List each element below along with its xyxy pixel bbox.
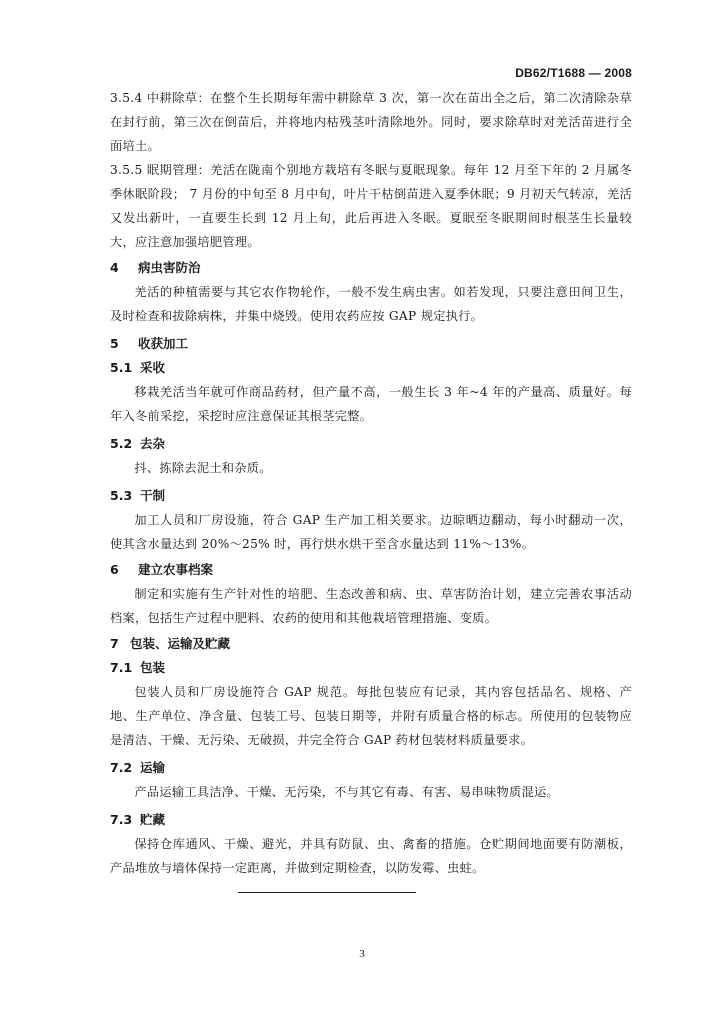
heading-number: 7	[110, 636, 119, 651]
paragraph-3-5-5: 3.5.5 眠期管理：羌活在陇南个别地方栽培有冬眠与夏眠现象。每年 12 月至下年的 2 月属冬季休眠阶段； 7 月份的中旬至 8 月中旬，叶片干枯倒苗进入夏季休眠；9 月初天气转凉，羌活又发出新叶，一直要生长到 12 月上旬，此后再进入冬眠。夏眠至冬眠期间时根茎生长量较大，应注意加强培肥管理。	[110, 163, 632, 249]
paragraph-6: 制定和实施有生产针对性的培肥、生态改善和病、虫、草害防治计划，建立完善农事活动档案，包括生产过程中肥料、农药的使用和其他栽培管理措施、变质。	[110, 587, 632, 625]
heading-5-1	[110, 356, 632, 380]
heading-title: 建立农事档案	[138, 562, 214, 577]
paragraph-7-1: 包装人员和厂房设施符合 GAP 规范。每批包装应有记录，其内容包括品名、规格、产地、生产单位、净含量、包装工号、包装日期等，并附有质量合格的标志。所使用的包装物应是清洁、干燥、无污染、无破损，并完全符合 GAP 药材包装材料质量要求。	[110, 685, 632, 747]
heading-number: 5.3	[110, 488, 133, 503]
heading-number: 5	[110, 336, 119, 351]
heading-4	[110, 256, 632, 280]
paragraph-5-3: 加工人员和厂房设施，符合 GAP 生产加工相关要求。边晾晒边翻动，每小时翻动一次，使其含水量达到 20%～25% 时，再行烘水烘干至含水量达到 11%～13%。	[110, 513, 632, 551]
paragraph-7-2: 产品运输工具洁净、干燥、无污染，不与其它有毒、有害、易串味物质混运。	[134, 785, 559, 799]
heading-title: 包装	[140, 660, 166, 675]
page-number: 3	[359, 948, 365, 960]
heading-number: 7.2	[110, 760, 133, 775]
heading-6	[110, 558, 632, 582]
heading-5-2	[110, 432, 632, 456]
heading-7	[110, 632, 632, 656]
heading-title: 包装、运输及贮藏	[130, 636, 231, 651]
heading-title: 收获加工	[138, 336, 189, 351]
paragraph-7-3: 保持仓库通风、干燥、避光，并具有防鼠、虫、禽畜的措施。仓贮期间地面要有防潮板，产品堆放与墙体保持一定距离，并做到定期检查，以防发霉、虫蛀。	[110, 837, 632, 875]
paragraph-4: 羌活的种植需要与其它农作物轮作，一般不发生病虫害。如若发现，只要注意田间卫生，及时检查和拔除病株，并集中烧毁。使用农药应按 GAP 规定执行。	[110, 285, 632, 323]
heading-number: 7.3	[110, 812, 133, 827]
heading-number: 4	[110, 260, 119, 275]
heading-title: 采收	[140, 360, 166, 375]
paragraph-5-2: 抖、拣除去泥土和杂质。	[134, 461, 272, 475]
paragraph-3-5-4: 3.5.4 中耕除草：在整个生长期每年需中耕除草 3 次，第一次在苗出全之后，第二次清除杂草在封行前，第三次在倒苗后，并将地内枯残茎叶清除地外。同时，要求除草时对羌活苗进行全面培土。	[110, 91, 632, 153]
heading-title: 病虫害防治	[138, 260, 201, 275]
heading-title: 去杂	[140, 436, 166, 451]
document-body	[110, 86, 632, 880]
heading-title: 干制	[140, 488, 166, 503]
heading-5-3	[110, 484, 632, 508]
end-rule	[238, 892, 416, 893]
heading-number: 7.1	[110, 660, 133, 675]
heading-title: 运输	[140, 760, 166, 775]
heading-number: 5.1	[110, 360, 133, 375]
heading-7-3	[110, 808, 632, 832]
paragraph-5-1: 移栽羌活当年就可作商品药材，但产量不高，一般生长 3 年~4 年的产量高、质量好。每年入冬前采挖，采挖时应注意保证其根茎完整。	[110, 385, 632, 423]
heading-number: 6	[110, 562, 119, 577]
heading-7-2	[110, 756, 632, 780]
heading-number: 5.2	[110, 436, 133, 451]
heading-title: 贮藏	[140, 812, 166, 827]
heading-5	[110, 332, 632, 356]
standard-code: DB62/T1688 — 2008	[515, 66, 632, 80]
heading-7-1	[110, 656, 632, 680]
